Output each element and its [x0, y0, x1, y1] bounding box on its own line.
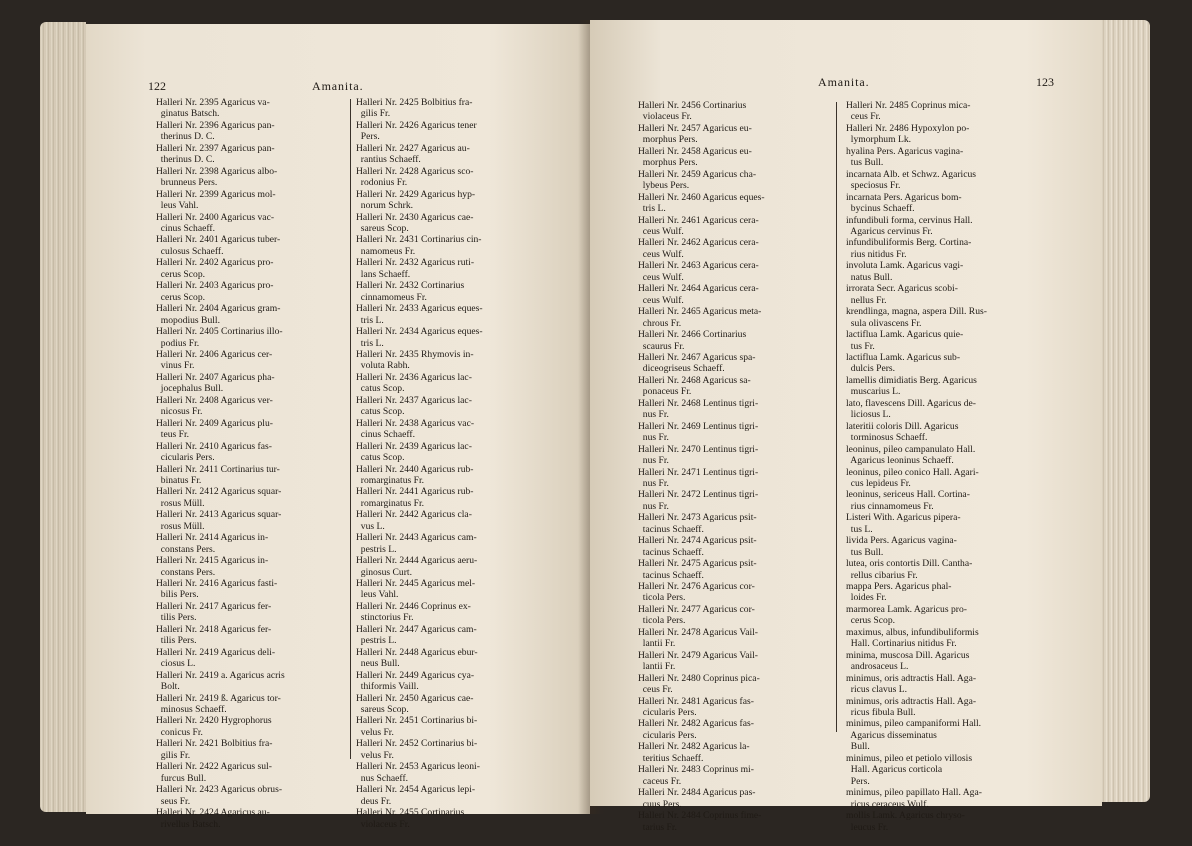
index-entry-line: Halleri Nr. 2449 Agaricus cya-: [356, 669, 475, 681]
index-entry-line: Halleri Nr. 2484 Coprinus fime-: [638, 810, 762, 822]
index-entry-line: Halleri Nr. 2454 Agaricus lepi-: [356, 784, 476, 796]
index-entry-line: Halleri Nr. 2480 Coprinus pica-: [638, 672, 760, 684]
index-entry-line: Halleri Nr. 2420 Hygrophorus: [156, 715, 272, 727]
index-entry-line: lateritii coloris Dill. Agaricus: [846, 420, 959, 432]
index-entry-line: loides Fr.: [846, 592, 887, 604]
index-entry-line: Halleri Nr. 2419 a. Agaricus acris: [156, 669, 285, 681]
index-entry-line: lymorphum Lk.: [846, 134, 912, 146]
index-entry-line: ticola Pers.: [638, 615, 686, 627]
index-entry-line: Halleri Nr. 2433 Agaricus eques-: [356, 303, 483, 315]
index-entry-line: marmorea Lamk. Agaricus pro-: [846, 603, 967, 615]
index-entry-line: gilis Fr.: [156, 749, 191, 761]
index-entry-line: minosus Schaeff.: [156, 704, 227, 716]
index-entry-line: Halleri Nr. 2482 Agaricus la-: [638, 741, 750, 753]
index-entry-line: thiformis Vaill.: [356, 681, 419, 693]
index-entry-line: leoninus, sericeus Hall. Cortina-: [846, 489, 970, 501]
index-entry-line: lactiflua Lamk. Agaricus sub-: [846, 351, 961, 363]
book-page-edges-left: [40, 22, 86, 812]
index-entry-line: Halleri Nr. 2451 Cortinarius bi-: [356, 715, 478, 727]
index-entry-line: Halleri Nr. 2435 Rhymovis in-: [356, 348, 474, 360]
index-entry-line: deus Fr.: [356, 795, 392, 807]
index-entry-line: leoninus, pileo conico Hall. Agari-: [846, 466, 979, 478]
index-entry-line: lutea, oris contortis Dill. Cantha-: [846, 558, 973, 570]
index-entry-line: ceus Wulf.: [638, 248, 684, 260]
index-entry-line: Halleri Nr. 2432 Cortinarius: [356, 280, 465, 292]
index-entry-line: rellus cibarius Fr.: [846, 569, 918, 581]
index-entry-line: tus L.: [846, 523, 873, 535]
index-entry-line: Halleri Nr. 2418 Agaricus fer-: [156, 623, 272, 635]
index-entry-line: lybeus Pers.: [638, 180, 690, 192]
index-entry-line: lantii Fr.: [638, 661, 676, 673]
index-entry-line: nus Fr.: [638, 455, 669, 467]
index-entry-line: lactiflua Lamk. Agaricus quie-: [846, 329, 964, 341]
index-entry-line: Halleri Nr. 2395 Agaricus va-: [156, 97, 270, 108]
index-entry-line: ponaceus Fr.: [638, 386, 692, 398]
index-entry-line: chrous Fr.: [638, 317, 682, 329]
index-entry-line: velus Fr.: [356, 726, 394, 738]
index-entry-line: ciosus L.: [156, 658, 196, 670]
index-entry-line: tilis Pers.: [156, 635, 197, 647]
index-entry-line: nus Fr.: [638, 432, 669, 444]
index-entry-line: Halleri Nr. 2462 Agaricus cera-: [638, 237, 759, 249]
index-entry-line: Agaricus leoninus Schaeff.: [846, 455, 954, 467]
index-entry-line: stinctorius Fr.: [356, 612, 414, 624]
index-entry-line: cicularis Pers.: [638, 729, 697, 741]
index-entry-line: minimus, pileo papillato Hall. Aga-: [846, 787, 982, 799]
index-entry-line: Halleri Nr. 2405 Cortinarius illo-: [156, 326, 283, 338]
index-entry-line: Hall. Cortinarius nitidus Fr.: [846, 638, 957, 650]
index-entry-line: cuus Pers.: [638, 798, 682, 810]
index-entry-line: Halleri Nr. 2412 Agaricus squar-: [156, 486, 282, 498]
index-entry-line: namomeus Fr.: [356, 245, 416, 257]
index-entry-line: Listeri With. Agaricus pipera-: [846, 512, 961, 524]
index-entry-line: Halleri Nr. 2457 Agaricus eu-: [638, 122, 752, 134]
index-entry-line: Halleri Nr. 2476 Agaricus cor-: [638, 581, 755, 593]
index-entry-line: Halleri Nr. 2483 Coprinus mi-: [638, 764, 754, 776]
index-entry-line: cerus Scop.: [156, 291, 206, 303]
index-entry-line: Halleri Nr. 2486 Hypoxylon po-: [846, 122, 970, 134]
index-entry-line: Halleri Nr. 2455 Cortinarius: [356, 807, 465, 819]
index-entry-line: Halleri Nr. 2406 Agaricus cer-: [156, 348, 273, 360]
left-running-head: Amanita.: [312, 79, 364, 93]
index-entry-line: nus Schaeff.: [356, 772, 409, 784]
left-page: [86, 24, 590, 830]
index-entry-line: Halleri Nr. 2441 Agaricus rub-: [356, 486, 474, 498]
index-entry-line: Halleri Nr. 2415 Agaricus in-: [156, 555, 269, 567]
index-entry-line: Halleri Nr. 2404 Agaricus gram-: [156, 303, 281, 315]
index-entry-line: Halleri Nr. 2444 Agaricus aeru-: [356, 555, 478, 567]
index-entry-line: caceus Fr.: [638, 775, 682, 787]
index-entry-line: ticola Pers.: [638, 592, 686, 604]
index-entry-line: tacinus Schaeff.: [638, 569, 704, 581]
index-entry-line: conicus Fr.: [156, 726, 203, 738]
column-divider: [350, 99, 351, 759]
index-entry-line: morphus Pers.: [638, 134, 698, 146]
index-entry-line: Halleri Nr. 2417 Agaricus fer-: [156, 600, 272, 612]
index-entry-line: minima, muscosa Dill. Agaricus: [846, 649, 970, 661]
index-entry-line: cicularis Pers.: [638, 707, 697, 719]
index-entry-line: Halleri Nr. 2463 Agaricus cera-: [638, 260, 759, 272]
index-entry-line: ceus Fr.: [638, 684, 673, 696]
index-entry-line: scaurus Fr.: [638, 340, 685, 352]
index-entry-line: Halleri Nr. 2477 Agaricus cor-: [638, 603, 755, 615]
index-entry-line: lans Schaeff.: [356, 268, 411, 280]
index-entry-line: Halleri Nr. 2485 Coprinus mica-: [846, 100, 971, 111]
index-entry-line: cicularis Pers.: [156, 452, 215, 464]
left-page-number: 122: [148, 79, 166, 93]
index-entry-line: Halleri Nr. 2448 Agaricus ebur-: [356, 646, 478, 658]
index-entry-line: gilis Fr.: [356, 108, 391, 120]
index-entry-line: Halleri Nr. 2465 Agaricus meta-: [638, 306, 762, 318]
index-entry-line: Halleri Nr. 2397 Agaricus pan-: [156, 142, 275, 154]
index-entry-line: velus Fr.: [356, 749, 394, 761]
index-entry-line: Halleri Nr. 2416 Agaricus fasti-: [156, 578, 278, 590]
index-entry-line: catus Scop.: [356, 452, 405, 464]
index-entry-line: hyalina Pers. Agaricus vagina-: [846, 145, 964, 157]
index-entry-line: Halleri Nr. 2467 Agaricus spa-: [638, 351, 756, 363]
index-entry-line: Halleri Nr. 2436 Agaricus lac-: [356, 371, 472, 383]
index-entry-line: vinus Fr.: [156, 360, 195, 372]
index-entry-line: Halleri Nr. 2402 Agaricus pro-: [156, 257, 274, 269]
index-entry-line: Halleri Nr. 2459 Agaricus cha-: [638, 168, 757, 180]
index-entry-line: Halleri Nr. 2410 Agaricus fas-: [156, 440, 272, 452]
index-entry-line: Bolt.: [156, 681, 180, 693]
index-entry-line: nus Fr.: [638, 500, 669, 512]
index-entry-line: speciosus Fr.: [846, 180, 901, 192]
index-entry-line: tarius Fr.: [638, 821, 677, 833]
index-entry-line: incarnata Alb. et Schwz. Agaricus: [846, 168, 977, 180]
index-entry-line: incarnata Pers. Agaricus bom-: [846, 191, 962, 203]
index-entry-line: ginosus Curt.: [356, 566, 412, 578]
index-entry-line: romarginatus Fr.: [356, 474, 425, 486]
index-entry-line: minimus, pileo campaniformi Hall.: [846, 718, 982, 730]
index-entry-line: leoninus, pileo campanulato Hall.: [846, 443, 976, 455]
index-entry-line: involuta Lamk. Agaricus vagi-: [846, 260, 964, 272]
index-entry-line: sareus Scop.: [356, 704, 409, 716]
right-running-head: Amanita.: [818, 75, 870, 89]
index-entry-line: lato, flavescens Dill. Agaricus de-: [846, 397, 977, 409]
index-entry-line: cinus Schaeff.: [356, 429, 415, 441]
index-entry-line: minimus, oris adtractis Hall. Aga-: [846, 695, 977, 707]
index-entry-line: Halleri Nr. 2419 ß. Agaricus tor-: [156, 692, 281, 704]
index-entry-line: Halleri Nr. 2427 Agaricus au-: [356, 142, 470, 154]
index-entry-line: mappa Pers. Agaricus phal-: [846, 581, 952, 593]
index-entry-line: jocephalus Bull.: [156, 383, 224, 395]
index-entry-line: Halleri Nr. 2428 Agaricus sco-: [356, 165, 474, 177]
index-entry-line: krendlinga, magna, aspera Dill. Rus-: [846, 306, 987, 318]
index-entry-line: Halleri Nr. 2482 Agaricus fas-: [638, 718, 754, 730]
index-entry-line: voluta Rabh.: [356, 360, 410, 372]
index-entry-line: Halleri Nr. 2450 Agaricus cae-: [356, 692, 474, 704]
index-entry-line: Halleri Nr. 2411 Cortinarius tur-: [156, 463, 280, 475]
index-entry-line: Halleri Nr. 2398 Agaricus albo-: [156, 165, 278, 177]
index-entry-line: teritius Schaeff.: [638, 752, 704, 764]
index-entry-line: tacinus Schaeff.: [638, 523, 704, 535]
index-entry-line: Halleri Nr. 2425 Bolbitius fra-: [356, 97, 473, 108]
index-entry-line: leus Vahl.: [156, 200, 199, 212]
index-entry-line: ceus Fr.: [846, 111, 881, 123]
index-entry-line: rosus Müll.: [156, 497, 205, 509]
index-entry-line: lamellis dimidiatis Berg. Agaricus: [846, 374, 977, 386]
index-entry-line: Halleri Nr. 2458 Agaricus eu-: [638, 145, 752, 157]
index-entry-line: constans Pers.: [156, 543, 216, 555]
index-entry-line: nicosus Fr.: [156, 406, 203, 418]
index-entry-line: Halleri Nr. 2475 Agaricus psit-: [638, 558, 757, 570]
index-entry-line: catus Scop.: [356, 406, 405, 418]
index-entry-line: Halleri Nr. 2446 Coprinus ex-: [356, 600, 471, 612]
index-entry-line: Halleri Nr. 2424 Agaricus au-: [156, 807, 270, 819]
index-entry-line: Halleri Nr. 2401 Agaricus tuber-: [156, 234, 281, 246]
index-entry-line: ceus Wulf.: [638, 294, 684, 306]
index-entry-line: seus Fr.: [156, 795, 191, 807]
index-entry-line: Halleri Nr. 2423 Agaricus obrus-: [156, 784, 283, 796]
index-entry-line: constans Pers.: [156, 566, 216, 578]
index-entry-line: Halleri Nr. 2478 Agaricus Vail-: [638, 626, 758, 638]
index-entry-line: Agaricus cervinus Fr.: [846, 225, 933, 237]
index-entry-line: binatus Fr.: [156, 474, 202, 486]
index-entry-line: nus Fr.: [638, 477, 669, 489]
index-entry-line: Halleri Nr. 2460 Agaricus eques-: [638, 191, 765, 203]
index-entry-line: Halleri Nr. 2466 Cortinarius: [638, 329, 747, 341]
index-entry-line: Halleri Nr. 2464 Agaricus cera-: [638, 283, 759, 295]
index-entry-line: Halleri Nr. 2456 Cortinarius: [638, 100, 747, 111]
index-entry-line: Halleri Nr. 2443 Agaricus cam-: [356, 532, 477, 544]
index-entry-line: tris L.: [356, 337, 384, 349]
index-entry-line: culosus Schaeff.: [156, 245, 224, 257]
index-entry-line: ceus Wulf.: [638, 225, 684, 237]
index-entry-line: cerus Scop.: [156, 268, 206, 280]
index-entry-line: catus Scop.: [356, 383, 405, 395]
index-entry-line: infundibuliformis Berg. Cortina-: [846, 237, 972, 249]
index-entry-line: Halleri Nr. 2426 Agaricus tener: [356, 119, 477, 131]
index-entry-line: minimus, pileo et petiolo villosis: [846, 752, 973, 764]
index-entry-line: therinus D. C.: [156, 131, 215, 143]
index-entry-line: Halleri Nr. 2481 Agaricus fas-: [638, 695, 754, 707]
index-entry-line: Halleri Nr. 2461 Agaricus cera-: [638, 214, 759, 226]
index-entry-line: livida Pers. Agaricus vagina-: [846, 535, 957, 547]
right-page-column-1: [638, 100, 826, 833]
index-entry-line: ginatus Batsch.: [156, 108, 220, 120]
index-entry-line: Halleri Nr. 2472 Lentinus tigri-: [638, 489, 759, 501]
index-entry-line: liciosus L.: [846, 409, 891, 421]
index-entry-line: Halleri Nr. 2479 Agaricus Vail-: [638, 649, 758, 661]
index-entry-line: cinnamomeus Fr.: [356, 291, 427, 303]
index-entry-line: Pers.: [846, 775, 870, 787]
book-page-edges-right: [1100, 20, 1150, 802]
right-page-column-2: [846, 100, 1034, 833]
index-entry-line: Halleri Nr. 2396 Agaricus pan-: [156, 119, 275, 131]
index-entry-line: Pers.: [356, 131, 380, 143]
index-entry-line: Halleri Nr. 2403 Agaricus pro-: [156, 280, 274, 292]
index-entry-line: tus Bull.: [846, 157, 884, 169]
index-entry-line: podius Fr.: [156, 337, 200, 349]
index-entry-line: rodonius Fr.: [356, 177, 408, 189]
index-entry-line: Halleri Nr. 2484 Agaricus pas-: [638, 787, 756, 799]
index-entry-line: romarginatus Fr.: [356, 497, 425, 509]
index-entry-line: Halleri Nr. 2432 Agaricus ruti-: [356, 257, 475, 269]
index-entry-line: pestris L.: [356, 635, 397, 647]
index-entry-line: infundibuli forma, cervinus Hall.: [846, 214, 973, 226]
index-entry-line: neus Bull.: [356, 658, 400, 670]
index-entry-line: androsaceus L.: [846, 661, 909, 673]
index-entry-line: rivellus Batsch.: [156, 818, 221, 830]
index-entry-line: Halleri Nr. 2453 Agaricus leoni-: [356, 761, 480, 773]
index-entry-line: vus L.: [356, 520, 385, 532]
index-entry-line: ricus fibula Bull.: [846, 707, 916, 719]
index-entry-line: leus Vahl.: [356, 589, 399, 601]
index-entry-line: bilis Pers.: [156, 589, 199, 601]
index-entry-line: minimus, oris adtractis Hall. Aga-: [846, 672, 977, 684]
index-entry-line: sula olivascens Fr.: [846, 317, 922, 329]
index-entry-line: violaceus Fr.: [638, 111, 692, 123]
index-entry-line: rius nitidus Fr.: [846, 248, 907, 260]
index-entry-line: Halleri Nr. 2413 Agaricus squar-: [156, 509, 282, 521]
index-entry-line: tus Fr.: [846, 340, 875, 352]
index-entry-line: Halleri Nr. 2422 Agaricus sul-: [156, 761, 272, 773]
index-entry-line: Halleri Nr. 2408 Agaricus ver-: [156, 394, 273, 406]
index-entry-line: Halleri Nr. 2447 Agaricus cam-: [356, 623, 477, 635]
index-entry-line: Halleri Nr. 2473 Agaricus psit-: [638, 512, 757, 524]
right-page: [590, 20, 1102, 833]
index-entry-line: pestris L.: [356, 543, 397, 555]
index-entry-line: irrorata Secr. Agaricus scobi-: [846, 283, 958, 295]
index-entry-line: Halleri Nr. 2452 Cortinarius bi-: [356, 738, 478, 750]
index-entry-line: cerus Scop.: [846, 615, 896, 627]
index-entry-line: leucus Fr.: [846, 821, 889, 833]
index-entry-line: cus lepideus Fr.: [846, 477, 911, 489]
index-entry-line: Halleri Nr. 2431 Cortinarius cin-: [356, 234, 482, 246]
index-entry-line: therinus D. C.: [156, 154, 215, 166]
index-entry-line: ricus ceraceus Wulf.: [846, 798, 929, 810]
index-entry-line: maximus, albus, infundibuliformis: [846, 626, 979, 638]
index-entry-line: Halleri Nr. 2407 Agaricus pha-: [156, 371, 275, 383]
index-entry-line: dulcis Pers.: [846, 363, 896, 375]
index-entry-line: Halleri Nr. 2442 Agaricus cla-: [356, 509, 472, 521]
index-entry-line: diceogriseus Schaeff.: [638, 363, 725, 375]
index-entry-line: tus Bull.: [846, 546, 884, 558]
index-entry-line: rius cinnamomeus Fr.: [846, 500, 934, 512]
index-entry-line: mollis Lamk. Agaricus chryso-: [846, 810, 965, 822]
index-entry-line: Agaricus disseminatus: [846, 729, 937, 741]
index-entry-line: Halleri Nr. 2468 Lentinus tigri-: [638, 397, 759, 409]
index-entry-line: sareus Scop.: [356, 222, 409, 234]
left-page-column-2: [356, 97, 544, 830]
index-entry-line: Bull.: [846, 741, 870, 753]
index-entry-line: Halleri Nr. 2430 Agaricus cae-: [356, 211, 474, 223]
index-entry-line: tilis Pers.: [156, 612, 197, 624]
index-entry-line: natus Bull.: [846, 271, 893, 283]
index-entry-line: ceus Wulf.: [638, 271, 684, 283]
index-entry-line: nus Fr.: [638, 409, 669, 421]
index-entry-line: bycinus Schaeff.: [846, 203, 915, 215]
left-page-column-1: [156, 97, 344, 830]
index-entry-line: Halleri Nr. 2409 Agaricus plu-: [156, 417, 273, 429]
index-entry-line: Halleri Nr. 2437 Agaricus lac-: [356, 394, 472, 406]
index-entry-line: rantius Schaeff.: [356, 154, 421, 166]
index-entry-line: Halleri Nr. 2469 Lentinus tigri-: [638, 420, 759, 432]
index-entry-line: Halleri Nr. 2429 Agaricus hyp-: [356, 188, 476, 200]
index-entry-line: furcus Bull.: [156, 772, 207, 784]
index-entry-line: muscarius L.: [846, 386, 901, 398]
index-entry-line: torminosus Schaeff.: [846, 432, 928, 444]
index-entry-line: Halleri Nr. 2439 Agaricus lac-: [356, 440, 472, 452]
index-entry-line: Halleri Nr. 2419 Agaricus deli-: [156, 646, 276, 658]
right-page-number: 123: [1036, 75, 1054, 89]
index-entry-line: ricus clavus L.: [846, 684, 908, 696]
index-entry-line: Halleri Nr. 2399 Agaricus mol-: [156, 188, 276, 200]
index-entry-line: mopodius Bull.: [156, 314, 220, 326]
index-entry-line: Halleri Nr. 2438 Agaricus vac-: [356, 417, 475, 429]
index-entry-line: Halleri Nr. 2434 Agaricus eques-: [356, 326, 483, 338]
index-entry-line: Halleri Nr. 2474 Agaricus psit-: [638, 535, 757, 547]
index-entry-line: norum Schrk.: [356, 200, 414, 212]
index-entry-line: rosus Müll.: [156, 520, 205, 532]
index-entry-line: Halleri Nr. 2414 Agaricus in-: [156, 532, 269, 544]
index-entry-line: Hall. Agaricus corticola: [846, 764, 943, 776]
index-entry-line: tris L.: [638, 203, 666, 215]
column-divider: [836, 102, 837, 732]
index-entry-line: Halleri Nr. 2440 Agaricus rub-: [356, 463, 474, 475]
index-entry-line: lantii Fr.: [638, 638, 676, 650]
index-entry-line: teus Fr.: [156, 429, 190, 441]
index-entry-line: cinus Schaeff.: [156, 222, 215, 234]
index-entry-line: Halleri Nr. 2468 Agaricus sa-: [638, 374, 751, 386]
index-entry-line: tris L.: [356, 314, 384, 326]
index-entry-line: nellus Fr.: [846, 294, 887, 306]
index-entry-line: Halleri Nr. 2471 Lentinus tigri-: [638, 466, 759, 478]
index-entry-line: brunneus Pers.: [156, 177, 218, 189]
index-entry-line: Halleri Nr. 2421 Bolbitius fra-: [156, 738, 273, 750]
index-entry-line: Halleri Nr. 2470 Lentinus tigri-: [638, 443, 759, 455]
index-entry-line: tacinus Schaeff.: [638, 546, 704, 558]
index-entry-line: violaceus Fr.: [356, 818, 410, 830]
index-entry-line: morphus Pers.: [638, 157, 698, 169]
index-entry-line: Halleri Nr. 2445 Agaricus mel-: [356, 578, 476, 590]
index-entry-line: Halleri Nr. 2400 Agaricus vac-: [156, 211, 275, 223]
